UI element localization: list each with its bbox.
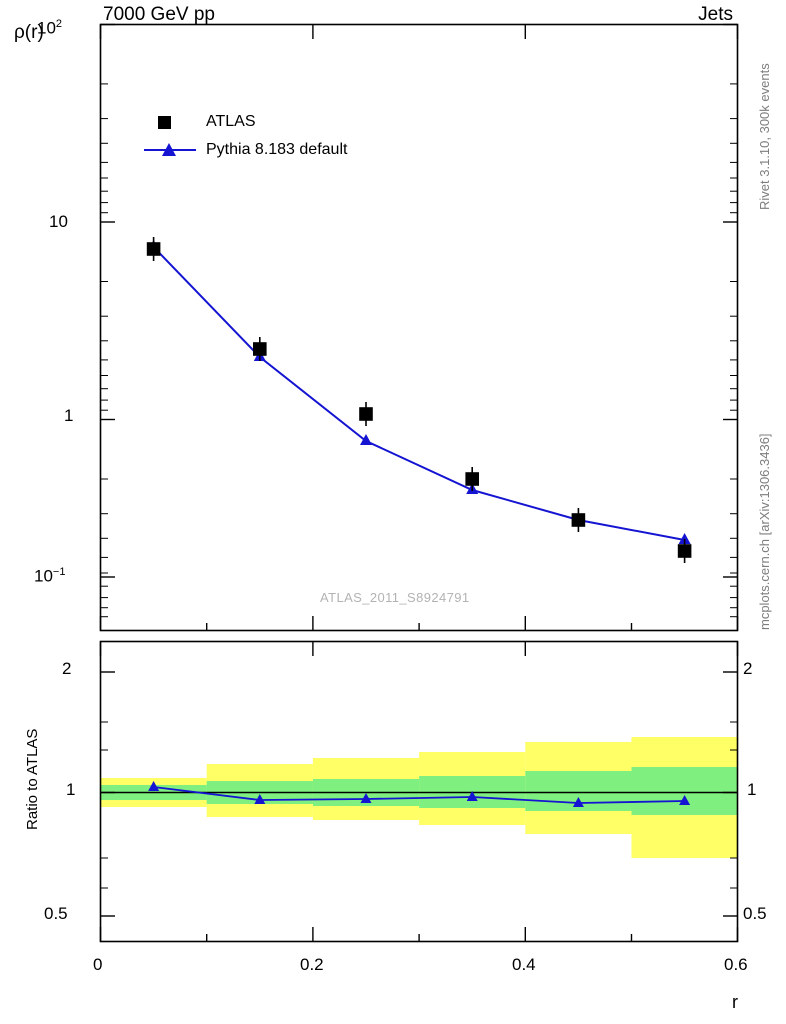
x-axis-label: r <box>732 992 738 1012</box>
series-atlas-markers <box>148 237 691 563</box>
series-pythia-line <box>154 247 685 540</box>
y-axis-label-main: ρ(r) <box>14 22 44 43</box>
ytick-ratio-2-left: 2 <box>62 659 72 678</box>
ytick-ratio-1-left: 1 <box>66 780 76 799</box>
xtick-0: 0 <box>93 955 103 974</box>
ytick-main-0: $10^{-1}$ <box>34 566 66 586</box>
y-axis-label-ratio: Ratio to ATLAS <box>24 728 41 830</box>
ytick-main-3: $10^2$ <box>37 18 63 38</box>
header-beam-label: 7000 GeV pp <box>103 4 215 25</box>
ytick-ratio-1-right: 1 <box>747 780 757 799</box>
analysis-watermark: ATLAS_2011_S8924791 <box>320 590 470 605</box>
xtick-1: 0.2 <box>300 955 324 974</box>
ytick-ratio-0-left: 0.5 <box>44 904 68 923</box>
xtick-2: 0.4 <box>512 955 536 974</box>
main-pad-x-ticks <box>101 25 738 631</box>
ytick-main-1: 1 <box>64 406 74 425</box>
header-analysis-label: Jets <box>698 4 733 25</box>
caption-rivet: Rivet 3.1.10, 300k events <box>757 63 772 210</box>
ytick-ratio-2-right: 2 <box>743 659 753 678</box>
ytick-ratio-0-right: 0.5 <box>743 904 767 923</box>
main-pad-frame <box>101 25 738 631</box>
legend-label-pythia: Pythia 8.183 default <box>206 141 348 158</box>
caption-source: mcplots.cern.ch [arXiv:1306.3436] <box>757 433 772 630</box>
ytick-main-2: 10 <box>49 212 68 231</box>
legend-label-atlas: ATLAS <box>206 113 256 130</box>
xtick-3: 0.6 <box>724 955 748 974</box>
main-pad-y-ticks <box>101 25 738 617</box>
series-pythia-markers <box>148 240 691 544</box>
